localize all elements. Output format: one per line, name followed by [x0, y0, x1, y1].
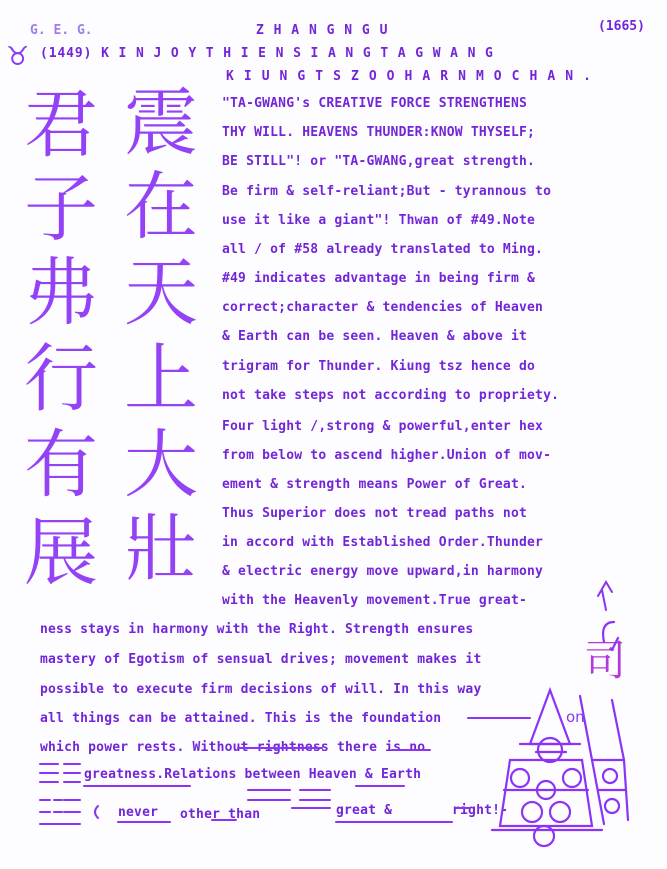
- body-line: all / of #58 already translated to Ming.: [222, 242, 544, 257]
- pagoda-sketch-icon: [492, 622, 628, 846]
- trigram-thunder-icon: [40, 800, 98, 824]
- body-line: THY WILL. HEAVENS THUNDER:KNOW THYSELF;: [222, 125, 536, 140]
- calligraphy-char: 大: [124, 422, 198, 508]
- body-line: & Earth can be seen. Heaven & above it: [222, 329, 528, 344]
- calligraphy-char: 弗: [24, 250, 98, 336]
- body-line: Four light /,strong & powerful,enter hex: [222, 419, 544, 434]
- body-line: Thus Superior does not tread paths not: [222, 506, 528, 521]
- body-line: not take steps not according to propriety.: [222, 388, 560, 403]
- body-line: #49 indicates advantage in being firm &: [222, 271, 536, 286]
- calligraphy-char: 展: [24, 510, 98, 596]
- page-number: (1665): [598, 19, 645, 34]
- body-word-never: never: [118, 805, 159, 820]
- calligraphy-char: 子: [24, 166, 98, 252]
- body-line: from below to ascend higher.Union of mov-: [222, 448, 552, 463]
- kiung-tsz-line: K I U N G T S Z O O H A R N M O C H A N .: [226, 69, 592, 84]
- taurus-icon: ♉: [6, 42, 30, 72]
- body-line: trigram for Thunder. Kiung tsz hence do: [222, 359, 536, 374]
- body-line: "TA-GWANG's CREATIVE FORCE STRENGTHENS: [222, 96, 528, 111]
- calligraphy-char: 天: [124, 250, 198, 336]
- hexagram-title: (1449) K I N J O Y T H I E N S I A N G T A G W A N G: [40, 46, 494, 61]
- calligraphy-char: 在: [124, 164, 198, 250]
- body-words-other-than: other than: [180, 807, 261, 822]
- body-word-right: right!-: [452, 803, 509, 818]
- body-line: with the Heavenly movement.True great-: [222, 593, 528, 608]
- calligraphy-char: 行: [24, 336, 98, 422]
- author-name: Z H A N G N G U: [256, 23, 389, 38]
- body-line: ement & strength means Power of Great.: [222, 477, 528, 492]
- calligraphy-char: 震: [124, 80, 198, 166]
- calligraphy-char: 有: [24, 422, 98, 508]
- underline-marks: [84, 718, 530, 822]
- body-line: ness stays in harmony with the Right. Strength ensures: [40, 622, 474, 637]
- body-line: correct;character & tendencies of Heaven: [222, 300, 544, 315]
- calligraphy-char: 君: [24, 82, 98, 168]
- margin-glyph: 司: [584, 636, 627, 685]
- body-line: all things can be attained. This is the foundation: [40, 711, 442, 726]
- body-line: Be firm & self-reliant;But - tyrannous to: [222, 184, 552, 199]
- body-line: greatness.Relations between Heaven & Earth: [84, 767, 422, 782]
- body-line: use it like a giant"! Thwan of #49.Note: [222, 213, 536, 228]
- body-line: possible to execute firm decisions of will. In this way: [40, 682, 482, 697]
- trigram-heaven-icon: [40, 764, 80, 782]
- handwritten-on: on: [566, 708, 585, 726]
- body-line: in accord with Established Order.Thunder: [222, 535, 544, 550]
- body-line: BE STILL"! or "TA-GWANG,great strength.: [222, 154, 536, 169]
- reference-code: G. E. G.: [30, 23, 93, 38]
- body-line: mastery of Egotism of sensual drives; movement makes it: [40, 652, 482, 667]
- calligraphy-char: 壯: [124, 506, 198, 592]
- mark-upper-right: [598, 582, 612, 610]
- body-words-great: great &: [336, 803, 393, 818]
- body-line: & electric energy move upward,in harmony: [222, 564, 544, 579]
- calligraphy-char: 上: [124, 336, 198, 422]
- body-line: which power rests. Without rightness there is no: [40, 740, 426, 755]
